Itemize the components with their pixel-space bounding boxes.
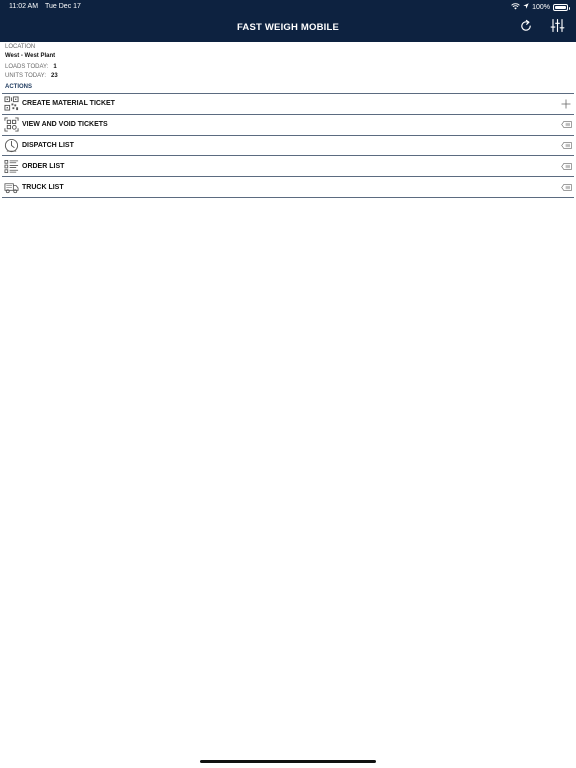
battery-icon [553, 4, 568, 11]
create-material-ticket-item[interactable] [2, 94, 574, 115]
list-icon [3, 158, 19, 174]
view-void-tickets-item[interactable] [2, 115, 574, 136]
top-bar [0, 0, 576, 42]
home-indicator[interactable] [200, 760, 376, 763]
row-label: DISPATCH LIST [22, 141, 74, 149]
settings-button[interactable] [548, 19, 566, 37]
refresh-icon [519, 19, 533, 38]
summary-info [5, 43, 58, 80]
status-date: Tue Dec 17 [45, 3, 81, 10]
tag-icon[interactable] [560, 181, 572, 193]
truck-list-item[interactable] [2, 177, 574, 198]
order-list-item[interactable] [2, 156, 574, 177]
dispatch-list-item[interactable] [2, 136, 574, 157]
row-label: CREATE MATERIAL TICKET [22, 100, 115, 108]
qr-code-icon [3, 96, 19, 112]
loads-label: LOADS TODAY: [5, 64, 49, 70]
app-title: FAST WEIGH MOBILE [236, 22, 340, 33]
row-label: ORDER LIST [22, 162, 65, 170]
units-label: UNITS TODAY: [5, 72, 47, 79]
location-arrow-icon [523, 3, 529, 11]
tag-icon[interactable] [560, 160, 572, 172]
wifi-icon [511, 3, 520, 12]
status-indicators [511, 2, 568, 12]
sliders-icon [550, 18, 565, 38]
plus-icon[interactable] [560, 98, 572, 110]
location-value: West - West Plant [5, 52, 56, 59]
loads-today [5, 63, 58, 72]
qr-scan-icon [3, 117, 19, 133]
loads-value: 1 [53, 64, 57, 70]
battery-level [555, 6, 566, 9]
units-today [5, 72, 58, 81]
clock-icon [3, 137, 19, 153]
actions-heading: ACTIONS [5, 84, 32, 90]
battery-percent: 100% [532, 3, 550, 11]
status-time: 11:02 AM [9, 3, 39, 10]
tag-icon[interactable] [560, 119, 572, 131]
tag-icon[interactable] [560, 140, 572, 152]
location-label: LOCATION [5, 44, 36, 50]
refresh-button[interactable] [517, 19, 535, 37]
row-label: VIEW AND VOID TICKETS [22, 121, 108, 129]
actions-list [2, 93, 574, 198]
truck-icon [3, 179, 19, 195]
row-label: TRUCK LIST [22, 183, 64, 191]
units-value: 23 [51, 72, 58, 79]
